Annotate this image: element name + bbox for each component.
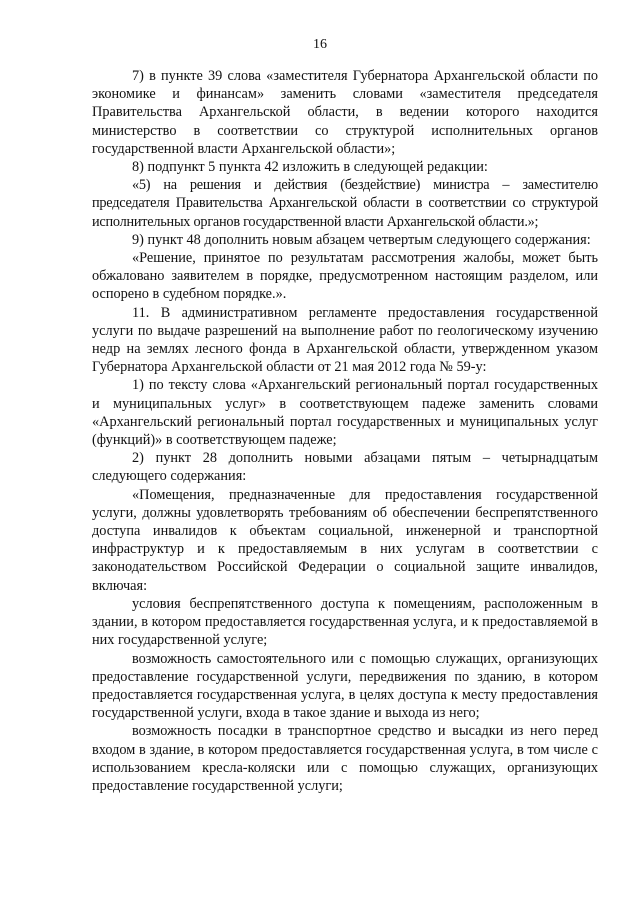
paragraph-quote-subitem-5: «5) на решения и действия (бездействие) министра – заместителю председателя Правительства Архангельской области в соответствии со структурой исполнительных органов государственной власти Архангельской области.»; xyxy=(92,177,598,230)
paragraph-quote-decision: «Решение, принятое по результатам рассмотрения жалобы, может быть обжаловано заявителем в порядке, предусмотренном настоящим разделом, или оспорено в судебном порядке.». xyxy=(92,250,598,303)
paragraph-subpoint-2: 2) пункт 28 дополнить новыми абзацами пятым – четырнадцатым следующего содержания: xyxy=(92,450,598,485)
paragraph-quote-premises: «Помещения, предназначенные для предоставления государственной услуги, должны удовлетворять требованиям об обеспечении беспрепятственного доступа инвалидов к объектам социальной, инженерной и транспортной инфраструктур и к предоставляемым в них услугам в соответствии с законодательством Российской Федерации о социальной защите инвалидов, включая: xyxy=(92,486,598,594)
paragraph-subpoint-1: 1) по тексту слова «Архангельский региональный портал государственных и муниципальных услуг» в соответствующем падеже заменить словами «Архангельский региональный портал государственных и муниципальных услуг (функций)» в соответствующем падеже; xyxy=(92,377,598,449)
page-number: 16 xyxy=(313,37,327,52)
paragraph-item-7: 7) в пункте 39 слова «заместителя Губернатора Архангельской области по экономике и финансам» заменить словами «заместителя председателя Правительства Архангельской области, в ведении которого находится министерство в соответствии со структурой исполнительных органов государственной власти Архангельской области»; xyxy=(92,68,598,157)
paragraph-item-9: 9) пункт 48 дополнить новым абзацем четвертым следующего содержания: xyxy=(132,231,591,248)
paragraph-movement-possibility: возможность самостоятельного или с помощью служащих, организующих предоставление государственной услуги, передвижения по зданию, в котором предоставляется государственная услуга, в целях доступа к месту предоставления государственной услуги, входа в такое здание и выхода из него; xyxy=(92,650,598,722)
paragraph-access-conditions: условия беспрепятственного доступа к помещениям, расположенным в здании, в котором предоставляется государственная услуга, и к предоставляемой в них государственной услуге; xyxy=(92,595,598,649)
paragraph-point-11: 11. В административном регламенте предоставления государственной услуги по выдаче разрешений на выполнение работ по геологическому изучению недр на землях лесного фонда в Архангельской области, утвержденном указом Губернатора Архангельской области от 21 мая 2012 года № 59-у: xyxy=(92,304,598,376)
paragraph-item-8: 8) подпункт 5 пункта 42 изложить в следующей редакции: xyxy=(132,159,488,176)
paragraph-transport-possibility: возможность посадки в транспортное средство и высадки из него перед входом в здание, в котором предоставляется государственная услуга, в том числе с использованием кресла-коляски или с помощью служащих, организующих предоставление государственной услуги; xyxy=(92,723,598,794)
document-body xyxy=(92,67,598,795)
